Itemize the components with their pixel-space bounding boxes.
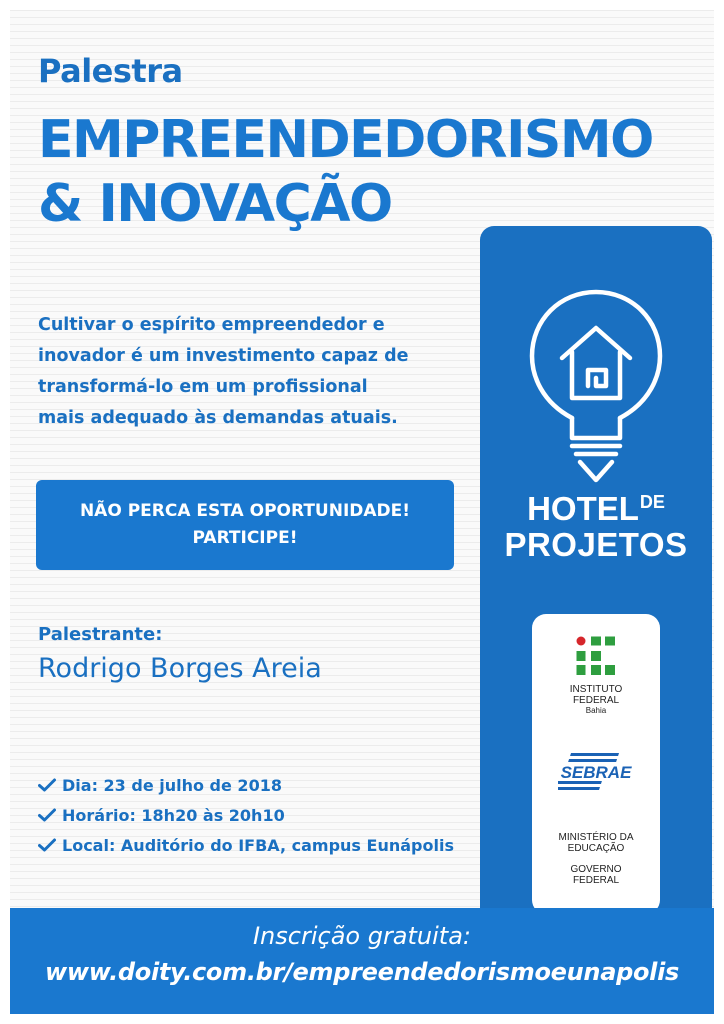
cta-line-2: PARTICIPE! (192, 528, 298, 548)
intro-line: mais adequado às demandas atuais. (38, 408, 398, 428)
registration-url[interactable]: www.doity.com.br/empreendedorismoeunapolis (44, 958, 679, 986)
speaker-name: Rodrigo Borges Areia (38, 653, 322, 684)
registration-label: Inscrição gratuita: (252, 922, 472, 950)
hotel-word: HOTEL (527, 490, 639, 527)
if-campus: Bahia (585, 706, 607, 715)
cta-line-1: NÃO PERCA ESTA OPORTUNIDADE! (79, 501, 411, 521)
hotel-line-1 (480, 484, 712, 527)
intro-paragraph (38, 310, 478, 434)
gov-line-2: FEDERAL (572, 875, 620, 886)
detail-time-text: Horário: 18h20 às 20h10 (62, 805, 285, 825)
check-icon (38, 838, 56, 852)
mec-name (532, 832, 660, 854)
sponsor-sidebar (480, 226, 712, 946)
detail-location-text: Local: Auditório do IFBA, campus Eunápolis (62, 835, 454, 855)
partner-logos-card (532, 614, 660, 914)
if-line-2: FEDERAL (572, 695, 620, 706)
title-line-1: EMPREENDEDORISMO (38, 110, 653, 170)
detail-date (38, 770, 454, 800)
detail-location (38, 830, 454, 860)
detail-time (38, 800, 454, 830)
if-line-1: INSTITUTO (569, 684, 623, 695)
title-line-2: & INOVAÇÃO (38, 174, 392, 234)
cta-banner (36, 480, 454, 570)
governo-federal (532, 864, 660, 886)
hotel-de-projetos-logo (480, 484, 712, 563)
event-poster (10, 10, 714, 1014)
hotel-line-2: PROJETOS (504, 526, 688, 563)
mec-line-2: EDUCAÇÃO (567, 843, 625, 854)
mec-line-1: MINISTÉRIO DA (558, 832, 634, 843)
poster-subtitle: Palestra (38, 52, 183, 90)
registration-footer (10, 908, 714, 1014)
hotel-sup: DE (639, 492, 665, 512)
gov-line-1: GOVERNO (570, 864, 622, 875)
sebrae-logo-icon (558, 750, 634, 792)
poster-title (38, 108, 653, 236)
detail-date-text: Dia: 23 de julho de 2018 (62, 775, 282, 795)
check-icon (38, 808, 56, 822)
if-name (532, 684, 660, 706)
lightbulb-house-icon (528, 288, 664, 488)
sebrae-wordmark: SEBRAE (560, 763, 632, 782)
check-icon (38, 778, 56, 792)
intro-line: inovador é um investimento capaz de (38, 346, 409, 366)
intro-line: transformá-lo em um profissional (38, 377, 368, 397)
if-logo-icon (576, 636, 616, 676)
event-details-list (38, 770, 454, 860)
intro-line: Cultivar o espírito empreendedor e (38, 315, 385, 335)
speaker-label: Palestrante: (38, 624, 163, 645)
